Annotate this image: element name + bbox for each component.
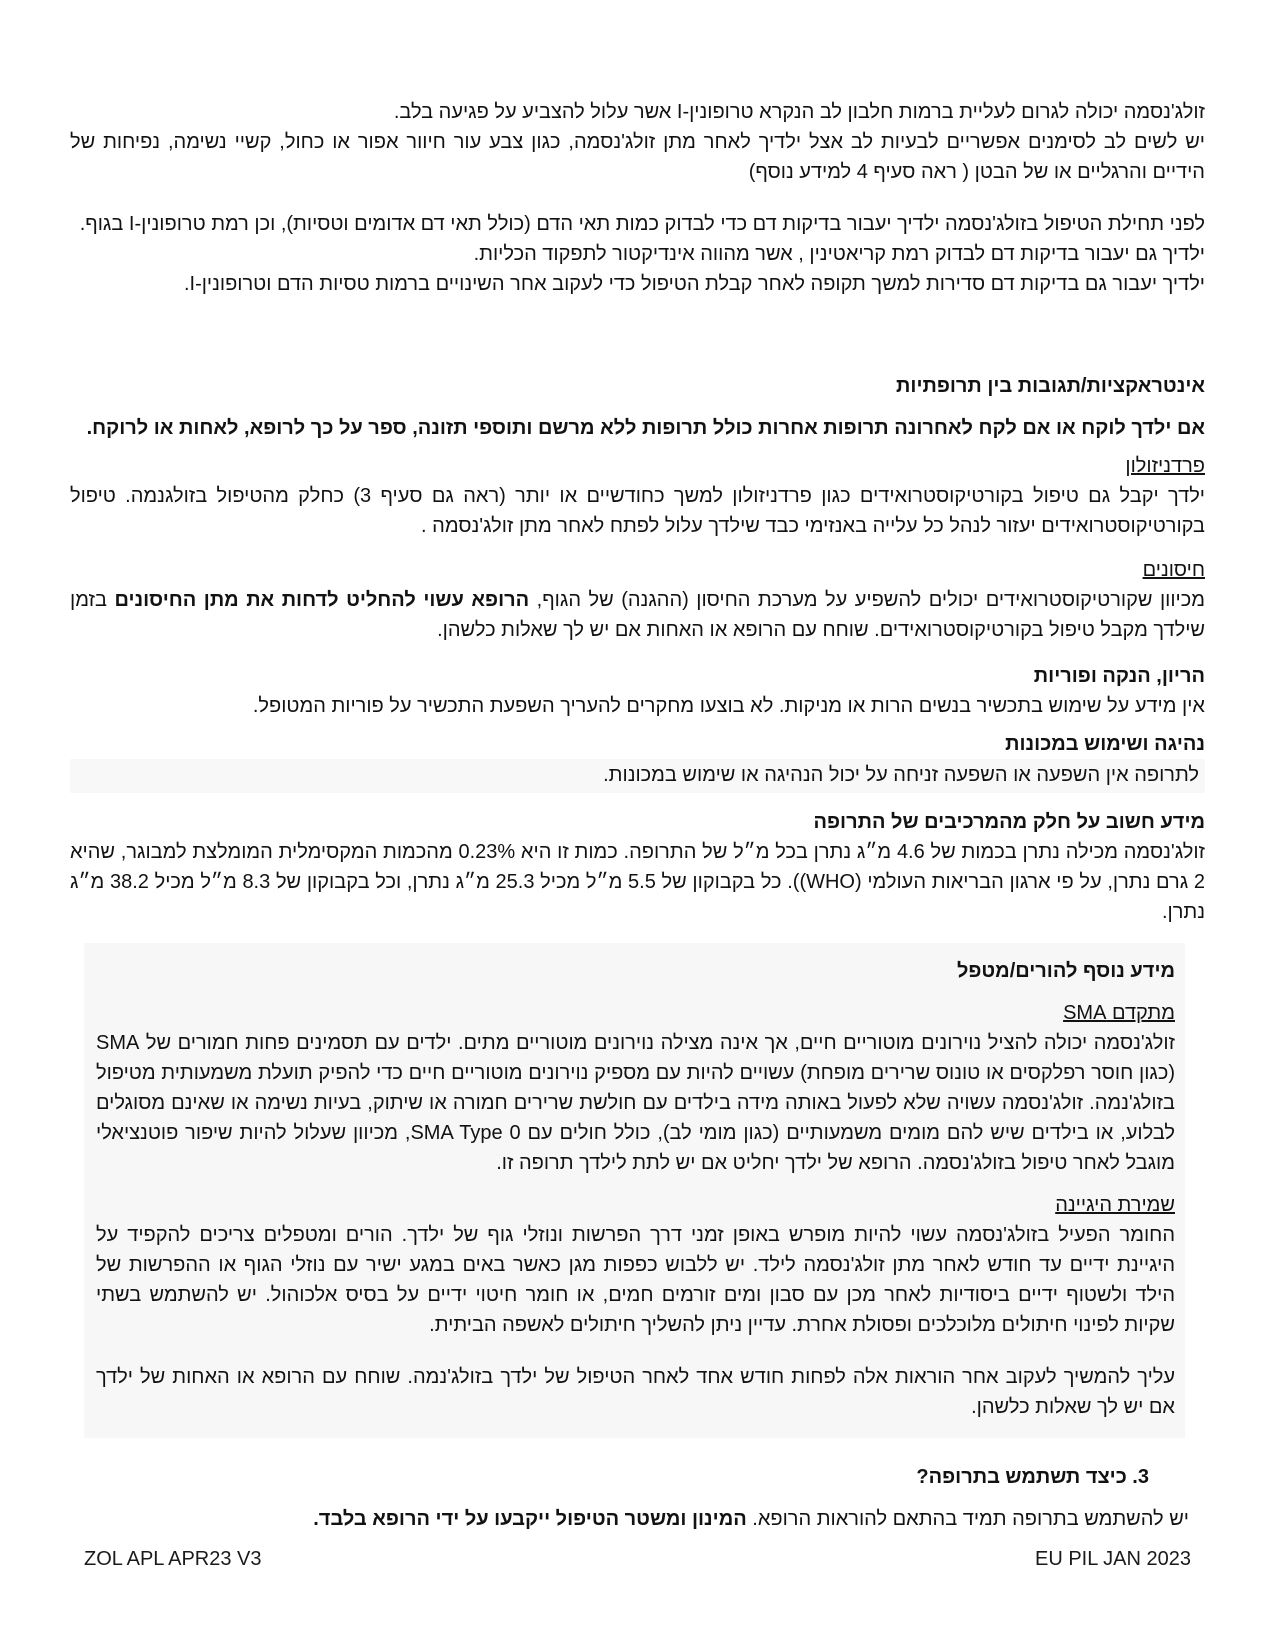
heart-signs-paragraph: יש לשים לב לסימנים אפשריים לבעיות לב אצל ילדיך לאחר מתן זולג'נסמה, כגון צבע עור חיוור אפור או כחול, קשיי נשימה, נפיחות של הידיים והרגליים או של הבטן ( ראה סעיף 4 למידע נוסף) [70, 131, 1205, 183]
troponin-warning-paragraph: זולג'נסמה יכולה לגרום לעליית ברמות חלבון לב הנקרא טרופונין-I אשר עלול להצביע על פגיעה בלב. [393, 101, 1205, 123]
interactions-warning-bold: אם ילדך לוקח או אם לקח לאחרונה תרופות אחרות כולל תרופות ללא מרשם ותוספי תזונה, ספר על כך לרופא, לאחות או לרוקח. [86, 417, 1205, 439]
section-how-to-use [70, 1462, 1205, 1534]
interactions-warning-paragraph [70, 413, 1205, 443]
ingredients-heading: מידע חשוב על חלק מהמרכיבים של התרופה [813, 811, 1205, 833]
vaccines-paragraph [70, 585, 1205, 645]
section-interactions [70, 371, 1205, 443]
footer-left-code: ZOL APL APR23 V3 [84, 1548, 262, 1570]
how-to-use-bold-text: המינון ומשטר הטיפול ייקבעו על ידי הרופא בלבד. [313, 1508, 747, 1530]
document-body [70, 97, 1205, 1534]
blood-tests-paragraph: לפני תחילת הטיפול בזולג'נסמה ילדיך יעבור בדיקות דם כדי לבדוק כמות תאי הדם (כולל תאי דם אדומים וטסיות), וכן רמת טרופונין-I בגוף. [79, 213, 1205, 235]
spacer [96, 1340, 1175, 1362]
spacer [96, 986, 1175, 998]
ingredients-paragraph: זולג'נסמה מכילה נתרן בכמות של 4.6 מ״ג נתרן בכל מ״ל של התרופה. כמות זו היא 0.23% מהכמות המקסימלית המומלצת למבוגר, שהיא 2 גרם נתרן, על פי ארגון הבריאות העולמי (WHO)). כל בקבוקון של 5.5 מ״ל מכיל 25.3 מ״ג נתרן, וכל בקבוקון של 8.3 מ״ל מכיל 38.2 מ״ג נתרן. [70, 841, 1206, 923]
interactions-heading: אינטראקציות/תגובות בין תרופתיות [896, 375, 1205, 397]
page-footer [84, 1546, 1191, 1572]
caregiver-info-heading: מידע נוסף להורים/מטפל [956, 960, 1175, 982]
hygiene-heading: שמירת היגיינה [1055, 1194, 1175, 1216]
how-to-use-heading: 3. כיצד תשתמש בתרופה? [916, 1466, 1149, 1488]
how-to-use-paragraph [70, 1504, 1189, 1534]
driving-heading: נהיגה ושימוש במכונות [1005, 733, 1205, 755]
prednisolone-heading: פרדניזולון [1125, 455, 1205, 477]
hygiene-followup-paragraph: עליך להמשיך לעקוב אחר הוראות אלה לפחות חודש אחד לאחר הטיפול של ילדך בזולג'נמה. שוחח עם הרופא או האחות של ילדך אם יש לך שאלות כלשהן. [96, 1366, 1175, 1418]
section-vaccines [70, 555, 1205, 645]
driving-paragraph: לתרופה אין השפעה או השפעה זניחה על יכול הנהיגה או שימוש במכונות. [70, 759, 1205, 793]
vaccines-text-end: בזמן שילדך מקבל טיפול בקורטיקוסטרואידים. שוחח עם הרופא או האחות אם יש לך שאלות כלשהן. [70, 589, 1205, 641]
vaccines-heading: חיסונים [1142, 559, 1205, 581]
vaccines-bold-text: הרופא עשוי להחליט לדחות את מתן החיסונים [114, 589, 530, 611]
section-ingredients [70, 807, 1205, 927]
spacer [96, 1178, 1175, 1190]
caregiver-info-panel [84, 943, 1185, 1438]
section-pregnancy [70, 661, 1205, 721]
spacer [70, 187, 1205, 209]
advanced-sma-paragraph: זולג'נסמה יכולה להציל נוירונים מוטוריים חיים, אך אינה מצילה נוירונים מוטוריים מתים. ילדים עם תסמינים פחות חמורים של SMA (כגון חוסר רפלקסים או טונוס שרירים מופחת) עשויים להיות עם מספיק נוירונים מוטוריים חיים כדי להפיק תועלת משמעותית מטיפול בזולג'נמה. זולג'נסמה עשויה שלא לפעול באותה מידה בילדים עם חולשת שרירים חמורה או שיתוק, בעיות נשימה או שאינם מסוגלים לבלוע, או בילדים שיש להם מומים משמעותיים (כגון מומי לב), כולל חולים עם SMA Type 0, מכיוון שעלול להיות שיפור פוטנציאלי מוגבל לאחר טיפול בזולג'נסמה. הרופא של ילדך יחליט אם יש לתת לילדך תרופה זו. [96, 1032, 1175, 1174]
advanced-sma-heading: מתקדם SMA [1063, 1002, 1175, 1024]
pregnancy-heading: הריון, הנקה ופוריות [1033, 665, 1205, 687]
prednisolone-paragraph: ילדך יקבל גם טיפול בקורטיקוסטרואידים כגון פרדניזולון למשך כחודשיים או יותר (ראה גם סעיף 3) כחלק מהטיפול בזולגנמה. טיפול בקורטיקוסטרואידים יעזור לנהל כל עלייה באנזימי כבד שילדך עלול לפתח לאחר מתן זולג'נסמה . [70, 485, 1206, 537]
pregnancy-paragraph: אין מידע על שימוש בתכשיר בנשים הרות או מניקות. לא בוצעו מחקרים להעריך השפעת התכשיר על פוריות המטופל. [252, 695, 1205, 717]
how-to-use-text-start: יש להשתמש בתרופה תמיד בהתאם להוראות הרופא. [746, 1508, 1189, 1530]
followup-tests-paragraph: ילדיך יעבור גם בדיקות דם סדירות למשך תקופה לאחר קבלת הטיפול כדי לעקוב אחר השינויים ברמות טסיות הדם וטרופונין-I. [183, 273, 1205, 295]
section-prednisolone [70, 451, 1205, 541]
vaccines-text-start: מכיוון שקורטיקוסטרואידים יכולים להשפיע על מערכת החיסון (ההגנה) של הגוף, [529, 589, 1205, 611]
hygiene-paragraph: החומר הפעיל בזולג'נסמה עשוי להיות מופרש באופן זמני דרך הפרשות ונוזלי גוף של ילדך. הורים ומטפלים צריכים להקפיד על היגיינת ידיים עד חודש לאחר מתן זולג'נסמה לילד. יש ללבוש כפפות מגן כאשר באים במגע ישיר עם נוזלי הגוף או ההפרשות של הילד ולשטוף ידיים ביסודיות לאחר מכן עם סבון ומים זורמים חמים, או חומר חיטוי ידיים על בסיס אלכוהול. יש להשתמש בשתי שקיות לפינוי חיתולים מלוכלכים ופסולת אחרת. עדיין ניתן להשליך חיתולים לאשפה הביתית. [96, 1224, 1175, 1336]
section-driving [70, 729, 1205, 793]
creatinine-paragraph: ילדיך גם יעבור בדיקות דם לבדוק רמת קריאטינין , אשר מהווה אינדיקטור לתפקוד הכליות. [473, 243, 1205, 265]
footer-right-code: EU PIL JAN 2023 [1034, 1548, 1191, 1570]
